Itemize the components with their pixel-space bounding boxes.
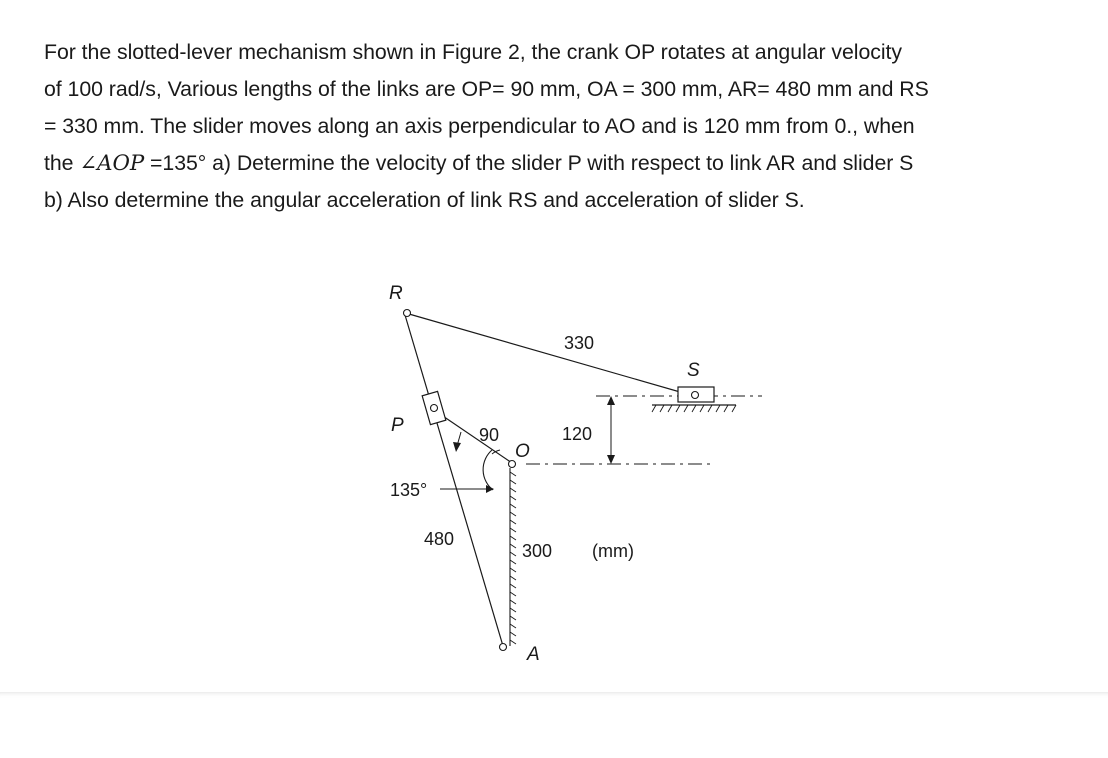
label-a: A xyxy=(527,644,540,665)
problem-line-4-prefix: the xyxy=(44,151,80,175)
problem-line-4-suffix: =135° a) Determine the velocity of the slider P with respect to link AR and slider S xyxy=(144,151,914,175)
label-rs-length: 330 xyxy=(564,333,595,353)
problem-line-2: of 100 rad/s, Various lengths of the links are OP= 90 mm, OA = 300 mm, AR= 480 mm and RS xyxy=(44,77,929,101)
problem-line-5: b) Also determine the angular acceleration of link RS and acceleration of slider S. xyxy=(44,188,805,212)
angle-leader-arrow xyxy=(486,485,494,493)
problem-line-1: For the slotted-lever mechanism shown in Figure 2, the crank OP rotates at angular velocity xyxy=(44,40,902,64)
dim-120-arrow-top xyxy=(607,396,615,405)
slider-block-p xyxy=(422,391,446,424)
label-offset: 120 xyxy=(562,424,593,444)
angle-arc-135 xyxy=(483,450,493,490)
dim-120-arrow-bottom xyxy=(607,455,615,464)
slider-guide-hatch xyxy=(652,405,736,412)
angle-aop-symbol: ∠AOP xyxy=(79,151,145,176)
label-p: P xyxy=(391,415,404,436)
pivot-a xyxy=(500,644,507,651)
label-r: R xyxy=(389,283,403,304)
page-bottom-area xyxy=(0,692,1108,758)
label-s: S xyxy=(687,360,700,381)
pivot-s xyxy=(692,392,699,399)
problem-line-3: = 330 mm. The slider moves along an axis perpendicular to AO and is 120 mm from 0., when xyxy=(44,114,915,138)
label-ar-length: 480 xyxy=(424,529,455,549)
label-units: (mm) xyxy=(592,541,634,561)
label-angle: 135° xyxy=(390,480,428,500)
label-o: O xyxy=(515,441,530,462)
pivot-r xyxy=(404,310,411,317)
link-rs xyxy=(409,314,694,396)
ground-hatch-oa xyxy=(510,472,516,644)
label-op-length: 90 xyxy=(479,425,500,445)
omega-arrowhead xyxy=(453,442,461,452)
label-oa-length: 300 xyxy=(522,541,553,561)
